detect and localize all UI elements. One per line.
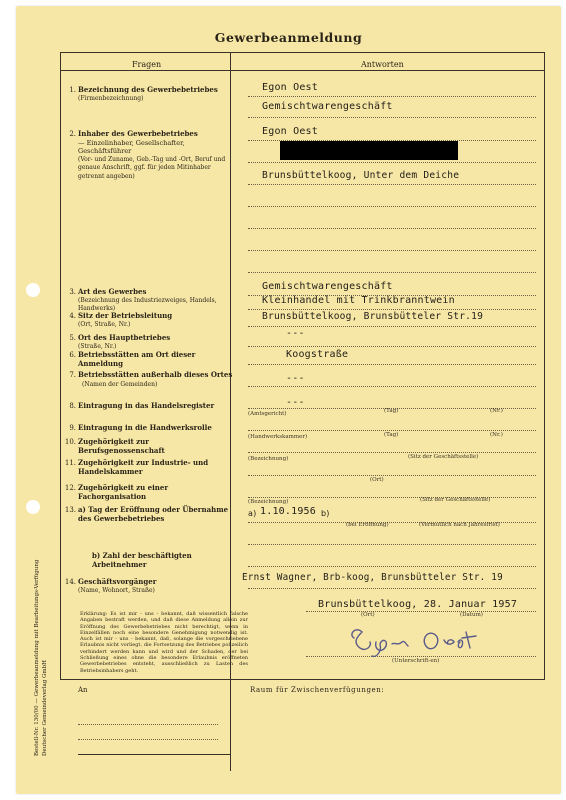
rule xyxy=(60,52,545,53)
answer-5: --- xyxy=(286,328,305,339)
redaction-bar xyxy=(280,141,458,160)
signature xyxy=(346,624,486,658)
form-title: Gewerbeanmeldung xyxy=(214,30,363,45)
answer-3b: Kleinhandel mit Trinkbranntwein xyxy=(262,295,455,306)
answer-13b-prefix: b) xyxy=(321,509,330,518)
answer-8: --- xyxy=(286,397,305,408)
answer-6: Koogstraße xyxy=(286,349,349,360)
answer-2-line1: Egon Oest xyxy=(262,126,318,137)
question-8: 8. Eintragung in das Handelsregister xyxy=(69,401,215,410)
question-3: 3. Art des Gewerbes (Bezeichnung des Industriezweiges, Handels, Handwerks) xyxy=(69,287,217,312)
question-4: 4. Sitz der Betriebsleitung (Ort, Straße, Nr.) xyxy=(69,311,173,328)
answer-13a-prefix: a) xyxy=(248,509,257,518)
punch-hole xyxy=(26,500,40,514)
answer-13a: 1.10.1956 xyxy=(260,506,316,517)
question-11: 11. Zugehörigkeit zur Industrie- und Handelskammer xyxy=(64,458,209,476)
place-date: Brunsbüttelkoog, 28. Januar 1957 xyxy=(318,599,518,610)
rule xyxy=(60,70,545,71)
question-12: 12. Zugehörigkeit zu einer Fachorganisation xyxy=(64,483,169,501)
answer-7: --- xyxy=(286,373,305,384)
answer-3: Gemischtwarengeschäft xyxy=(262,281,393,292)
answer-2-line3: Brunsbüttelkoog, Unter dem Deiche xyxy=(262,170,460,181)
question-2: 2. Inhaber des Gewerbebetriebes — Einzelinhaber, Gesellschafter, Geschäftsführer (Vor- und Zuname, Geb.-Tag und -Ort, Beruf und genaue Anschrift, ggf. für jeden Mitinhaber getrennt angeben) xyxy=(69,129,226,180)
question-13a: 13. a) Tag der Eröffnung oder Übernahme des Gewerbebetriebes xyxy=(64,505,229,523)
answer-1-line1: Egon Oest xyxy=(262,82,318,93)
col-questions: Fragen xyxy=(132,60,162,69)
rule xyxy=(60,52,61,680)
answer-14: Ernst Wagner, Brb-koog, Brunsbütteler Str. 19 xyxy=(242,572,503,583)
footer-an: An xyxy=(78,686,88,694)
question-1: 1. Bezeichnung des Gewerbebetriebes (Firmenbezeichnung) xyxy=(69,85,218,102)
question-14: 14. Geschäftsvorgänger (Name, Wohnort, Straße) xyxy=(64,577,157,594)
question-6: 6. Betriebsstätten am Ort dieser Anmeldung xyxy=(69,350,196,368)
footer-raum: Raum für Zwischenverfügungen: xyxy=(250,686,385,694)
rule xyxy=(544,52,545,680)
side-imprint: Bestell-Nr. 130/00 — Gewerbeanmeldung mit Bearbeitungs-Verfügung Deutscher Gemeindeverlag GmbH xyxy=(34,559,48,756)
question-7: 7. Betriebsstätten außerhalb dieses Ortes (Namen der Gemeinden) xyxy=(69,370,233,388)
question-10: 10. Zugehörigkeit zur Berufsgenossenschaft xyxy=(64,437,165,455)
declaration-text: Erklärung: Es ist mir - uns - bekannt, daß wissentlich falsche Angaben bestraft werden, und daß diese Anmeldung allein zur Eröffnung des Gewerbebetriebes nicht berechtigt, wenn in Einzelfällen noch eine besondere Genehmigung notwendig ist. Auch ist mir - uns - bekannt, daß, solange die vorgeschriebene Erlaubnis nicht vorliegt, die Fortsetzung des Betriebes polizeilich verhindert werden kann und wird und der Schaden, der bei Schließung eines ohne die besondere Erlaubnis eröffneten Gewerbebetriebes entsteht, ausschließlich zu Lasten des Betriebsinhabers geht. xyxy=(80,611,248,674)
question-9: 9. Eintragung in die Handwerksrolle xyxy=(69,423,212,432)
col-answers: Antworten xyxy=(361,60,404,69)
form-sheet: Gewerbeanmeldung Fragen Antworten 1. Bezeichnung des Gewerbebetriebes (Firmenbezeichnung) 2. Inhaber des Gewerbebetriebes — Einzelinhaber, Gesellschafter, Geschäftsführer (Vor- und Zuname, Geb.-Tag und -Ort, Beruf und genaue Anschrift, ggf. für jeden Mitinhaber getrennt angeben) 3. Art des Gewerbes (Bezeichnung des Industriezweiges, Handels, Handwerks) 4. Sitz der Betriebsleitung (Ort, Straße, Nr.) 5. Ort des Hauptbetriebes (Straße, Nr.) 6. Betriebsstätten am Ort dieser Anmeldung 7. Betriebsstätten außerhalb dieses Ortes (Namen der Gemeinden) 8. Eintragung in das Handelsregister 9. Eintragung in die Handwerksrolle 10. Zugehörigkeit zur Berufsgenossenschaft 11. Zugehörigkeit zur Industrie- und Handelskammer 12. Zugehörigkeit zu einer Fachorganisation 13. a) Tag der Eröffnung oder Übernahme des Gewerbebetriebes b) Zahl der beschäftigten Arbeitnehmer 14. Geschäftsvorgänger (Name, Wohnort, Straße) Egon Oest Gemischtwarengeschäft Egon Oest Brunsbüttelkoog, Unter dem Deiche Gemischtwarengeschäft Kleinhandel mit Trinkbranntwein Brunsbüttelkoog, Brunsbütteler Str.19 --- Koogstraße --- --- a) 1.10.1956 b) Ernst Wagner, Brb-koog, Brunsbütteler Str. 19 Brunsbüttelkoog, 28. Januar 1957 (Amtsgericht) (Tag) (Nr.) (Handwerkskammer) (Tag) (Nr.) (Bezeichnung) (Sitz der Geschäftsstelle) (Ort) (Bezeichnung) (Sitz der Geschäftsstelle) (bei Eröffnung) (Vermutlich nach Jahresfrist) (Ort) (Datum) (Unterschrift-en) Erklärung: Es ist mir - uns - bekannt, daß wissentlich falsche Angaben bestraft werden, und daß diese Anmeldung allein zur Eröffnung des Gewerbebetriebes nicht berechtigt, wenn in Einzelfällen noch eine besondere Genehmigung notwendig ist. Auch ist mir - uns - bekannt, daß, solange die vorgeschriebene Erlaubnis nicht vorliegt, die Fortsetzung des Betriebes polizeilich verhindert werden kann und wird und der Schaden, der bei Schließung eines ohne die besondere Erlaubnis eröffneten Gewerbebetriebes entsteht, ausschließlich zu Lasten des Betriebsinhabers geht. An Raum für Zwischenverfügungen: Bestell-Nr. 130/00 — Gewerbeanmeldung mit Bearbeitungs-Verfügung Deutscher Gemeindeverlag GmbH xyxy=(16,6,561,794)
rule xyxy=(60,679,545,680)
question-5: 5. Ort des Hauptbetriebes (Straße, Nr.) xyxy=(69,333,171,350)
answer-1-line2: Gemischtwarengeschäft xyxy=(262,101,393,112)
answer-4: Brunsbüttelkoog, Brunsbütteler Str.19 xyxy=(262,311,484,322)
punch-hole xyxy=(26,283,40,297)
question-13b: b) Zahl der beschäftigten Arbeitnehmer xyxy=(92,551,192,569)
